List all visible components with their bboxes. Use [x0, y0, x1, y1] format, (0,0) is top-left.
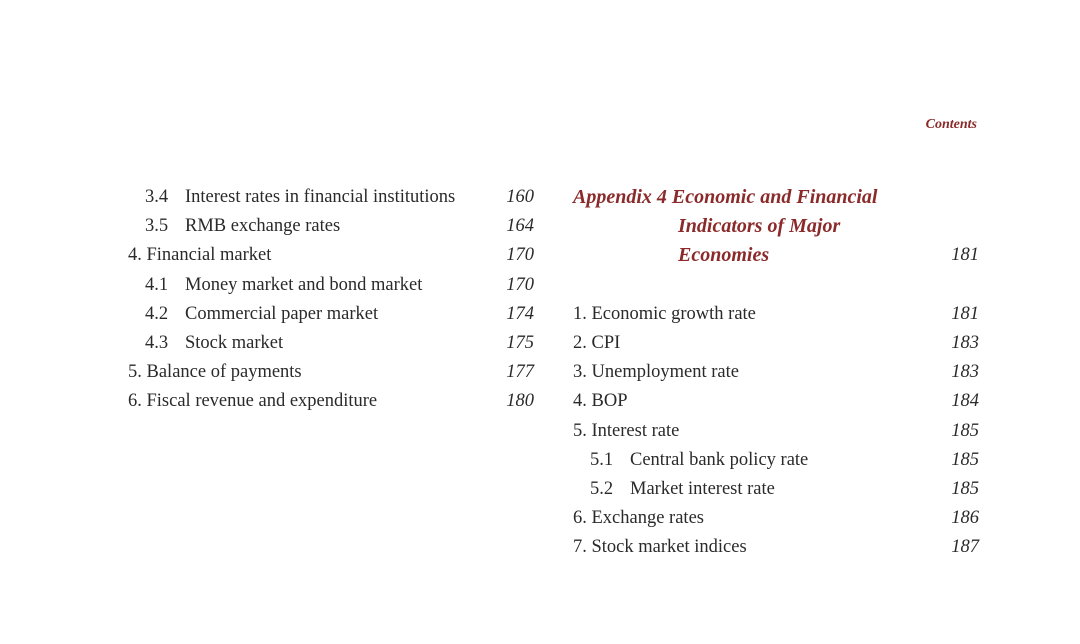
toc-entry[interactable] — [573, 417, 979, 446]
toc-entry-page: 187 — [951, 537, 979, 558]
toc-entry-page: 170 — [506, 245, 534, 266]
toc-entry-label — [145, 329, 283, 358]
toc-entry[interactable] — [573, 446, 979, 475]
toc-entry-label — [145, 300, 378, 329]
toc-entry-label — [145, 212, 340, 241]
toc-entry[interactable] — [128, 241, 534, 270]
appendix-title-line-1: Appendix 4 Economic and Financial — [573, 186, 878, 208]
appendix-title-line-2: Indicators of Major — [678, 215, 841, 238]
toc-entry-title: Stock market — [185, 332, 284, 353]
toc-entry-title: 2. CPI — [573, 332, 621, 353]
toc-entry[interactable] — [128, 212, 534, 241]
toc-entry-title: 6. Fiscal revenue and expenditure — [128, 391, 378, 412]
toc-entry-title: 4. Financial market — [128, 245, 272, 266]
toc-entry-page: 183 — [951, 362, 979, 383]
toc-entry-page: 181 — [951, 303, 979, 324]
toc-entry-title: 3. Unemployment rate — [573, 362, 739, 383]
toc-entry-page: 164 — [506, 216, 534, 237]
toc-entry[interactable] — [128, 271, 534, 300]
toc-right-column — [573, 183, 979, 562]
toc-entry-number: 3.5 — [145, 216, 169, 237]
toc-entry[interactable] — [573, 504, 979, 533]
spacer — [573, 271, 979, 300]
toc-entry-title: Commercial paper market — [185, 303, 379, 324]
toc-entry[interactable] — [573, 358, 979, 387]
toc-entry[interactable] — [573, 387, 979, 416]
toc-entry-page: 186 — [951, 508, 979, 529]
toc-entry-title: 7. Stock market indices — [573, 537, 747, 558]
toc-entry-title: Interest rates in financial institutions — [185, 187, 456, 207]
toc-entry-title: 6. Exchange rates — [573, 508, 704, 529]
appendix-title-line-3: Economies — [678, 244, 770, 267]
toc-entry[interactable] — [128, 387, 534, 416]
toc-entry[interactable] — [573, 533, 979, 562]
toc-entry-title: Money market and bond market — [185, 274, 423, 295]
toc-entry-label — [145, 271, 422, 300]
toc-entry-page: 170 — [506, 274, 534, 295]
toc-entry-label — [590, 446, 808, 475]
toc-entry[interactable] — [573, 475, 979, 504]
appendix-page: 181 — [951, 245, 979, 266]
toc-entry[interactable] — [128, 329, 534, 358]
toc-entry-label — [590, 475, 775, 504]
toc-entry-page: 175 — [506, 332, 534, 353]
toc-entry-number: 4.1 — [145, 274, 169, 295]
toc-entry-page: 160 — [506, 187, 534, 207]
toc-entry-title: Market interest rate — [630, 478, 775, 499]
toc-entry-page: 174 — [506, 303, 534, 324]
toc-entry-page: 185 — [951, 478, 979, 499]
running-header: Contents — [925, 117, 977, 132]
toc-entry-number: 5.1 — [590, 449, 614, 470]
toc-entry[interactable] — [128, 358, 534, 387]
toc-entry[interactable] — [128, 183, 534, 212]
toc-entry-page: 183 — [951, 332, 979, 353]
toc-entry-number: 4.3 — [145, 332, 169, 353]
toc-entry[interactable] — [573, 300, 979, 329]
toc-entry-title: 5. Interest rate — [573, 420, 680, 441]
toc-entry-title: 1. Economic growth rate — [573, 303, 756, 324]
toc-entry-label — [145, 183, 455, 212]
toc-entry-page: 185 — [951, 449, 979, 470]
toc-entry-number: 4.2 — [145, 303, 169, 324]
appendix-heading[interactable] — [573, 183, 979, 271]
toc-entry[interactable] — [573, 329, 979, 358]
toc-entry[interactable] — [128, 300, 534, 329]
toc-entry-number: 3.4 — [145, 187, 169, 207]
toc-entry-title: 5. Balance of payments — [128, 362, 302, 383]
toc-entry-number: 5.2 — [590, 478, 614, 499]
toc-left-column — [128, 183, 534, 417]
toc-entry-title: RMB exchange rates — [185, 216, 341, 237]
toc-entry-page: 180 — [506, 391, 534, 412]
toc-entry-page: 185 — [951, 420, 979, 441]
toc-entry-title: 4. BOP — [573, 391, 628, 412]
toc-entry-page: 177 — [506, 362, 534, 383]
toc-entry-title: Central bank policy rate — [630, 449, 809, 470]
toc-entry-page: 184 — [951, 391, 979, 412]
